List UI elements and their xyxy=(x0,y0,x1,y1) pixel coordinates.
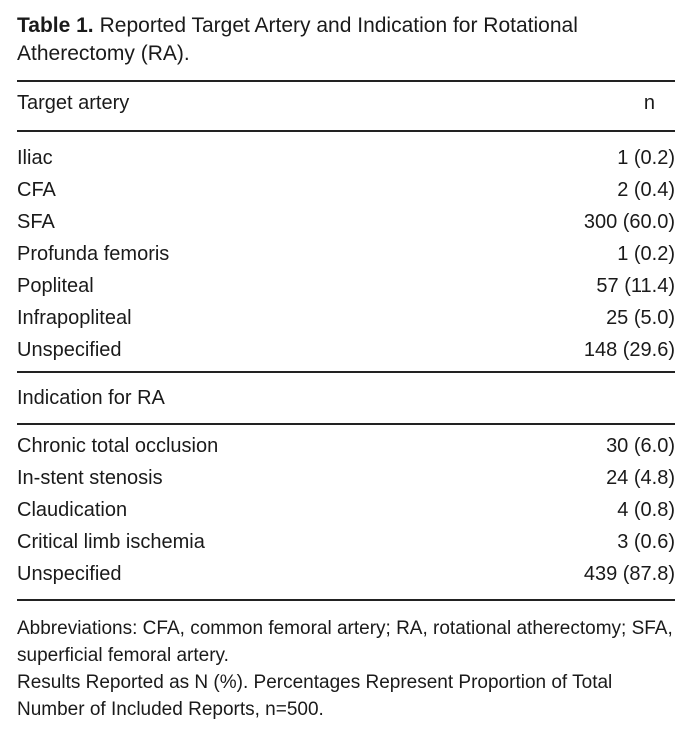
row-value: 1 (0.2) xyxy=(617,147,675,169)
section-rule xyxy=(17,371,675,373)
table-caption xyxy=(17,12,677,68)
row-label: Popliteal xyxy=(17,275,94,297)
table-row xyxy=(17,142,675,174)
row-label: In-stent stenosis xyxy=(17,467,163,489)
row-value: 300 (60.0) xyxy=(583,211,675,233)
top-rule xyxy=(17,80,675,82)
footnote-results: Results Reported as N (%). Percentages Represent Proportion of Total Number of Included Reports, n=500. xyxy=(17,672,613,720)
row-value: 439 (87.8) xyxy=(583,563,675,585)
row-label: Unspecified xyxy=(17,339,122,361)
table-row xyxy=(17,494,675,526)
table-title: Reported Target Artery and Indication for Rotational Atherectomy (RA). xyxy=(17,14,578,65)
table-row xyxy=(17,238,675,270)
row-label: Iliac xyxy=(17,147,53,169)
header-target-artery: Target artery xyxy=(17,92,130,114)
table-row xyxy=(17,334,675,366)
header-rule xyxy=(17,130,675,132)
table-header xyxy=(17,87,675,119)
section-subrule xyxy=(17,423,675,425)
table-row xyxy=(17,206,675,238)
table-row xyxy=(17,558,675,590)
section-heading-text: Indication for RA xyxy=(17,387,165,409)
table-row xyxy=(17,174,675,206)
row-label: Claudication xyxy=(17,499,128,521)
table-label: Table 1. xyxy=(17,14,94,37)
row-label: Unspecified xyxy=(17,563,122,585)
row-label: Critical limb ischemia xyxy=(17,531,205,553)
table-row xyxy=(17,302,675,334)
row-value: 1 (0.2) xyxy=(617,243,675,265)
row-value: 57 (11.4) xyxy=(596,275,675,297)
row-value: 3 (0.6) xyxy=(617,531,675,553)
row-value: 24 (4.8) xyxy=(606,467,675,489)
row-label: SFA xyxy=(17,211,55,233)
row-label: Chronic total occlusion xyxy=(17,435,219,457)
bottom-rule xyxy=(17,599,675,601)
row-value: 4 (0.8) xyxy=(617,499,675,521)
table-row xyxy=(17,430,675,462)
table-row xyxy=(17,462,675,494)
row-value: 148 (29.6) xyxy=(583,339,675,361)
row-value: 2 (0.4) xyxy=(617,179,675,201)
row-value: 25 (5.0) xyxy=(606,307,675,329)
row-label: CFA xyxy=(17,179,56,201)
section-heading xyxy=(17,382,675,414)
footnote-abbreviations: Abbreviations: CFA, common femoral artery; RA, rotational atherectomy; SFA, superficial femoral artery. xyxy=(17,618,673,666)
table-row xyxy=(17,526,675,558)
row-label: Infrapopliteal xyxy=(17,307,132,329)
row-value: 30 (6.0) xyxy=(606,435,675,457)
header-n: n xyxy=(643,92,655,114)
table-row xyxy=(17,270,675,302)
row-label: Profunda femoris xyxy=(17,243,170,265)
